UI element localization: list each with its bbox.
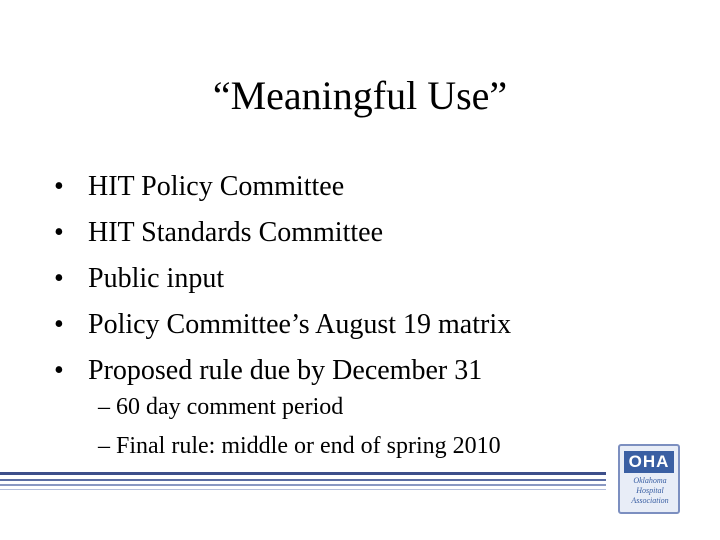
footer-rule <box>0 489 606 490</box>
sub-bullet-item: – Final rule: middle or end of spring 2010 <box>98 433 501 459</box>
sub-bullet-item: – 60 day comment period <box>98 394 344 420</box>
bullet-dot-icon: • <box>54 171 64 202</box>
bullet-dot-icon: • <box>54 355 64 386</box>
bullet-dot-icon: • <box>54 263 64 294</box>
logo-script <box>624 476 676 506</box>
oha-logo <box>618 444 680 514</box>
logo-script-line: Oklahoma <box>633 476 667 485</box>
footer-rule <box>0 479 606 481</box>
bullet-text: HIT Policy Committee <box>88 171 345 202</box>
logo-script-line: Hospital <box>636 486 664 495</box>
bullet-dot-icon: • <box>54 309 64 340</box>
bullet-text: HIT Standards Committee <box>88 217 383 248</box>
sub-bullet-list <box>98 388 501 466</box>
footer-rule <box>0 484 606 486</box>
bullet-dot-icon: • <box>54 217 64 248</box>
bullet-text: Public input <box>88 263 225 294</box>
footer-rule <box>0 472 606 475</box>
logo-script-line: Association <box>631 496 669 505</box>
logo-mark: OHA <box>624 451 674 473</box>
bullet-text: Proposed rule due by December 31 <box>88 355 483 386</box>
slide-title: “Meaningful Use” <box>212 73 508 118</box>
bullet-text: Policy Committee’s August 19 matrix <box>88 309 512 340</box>
